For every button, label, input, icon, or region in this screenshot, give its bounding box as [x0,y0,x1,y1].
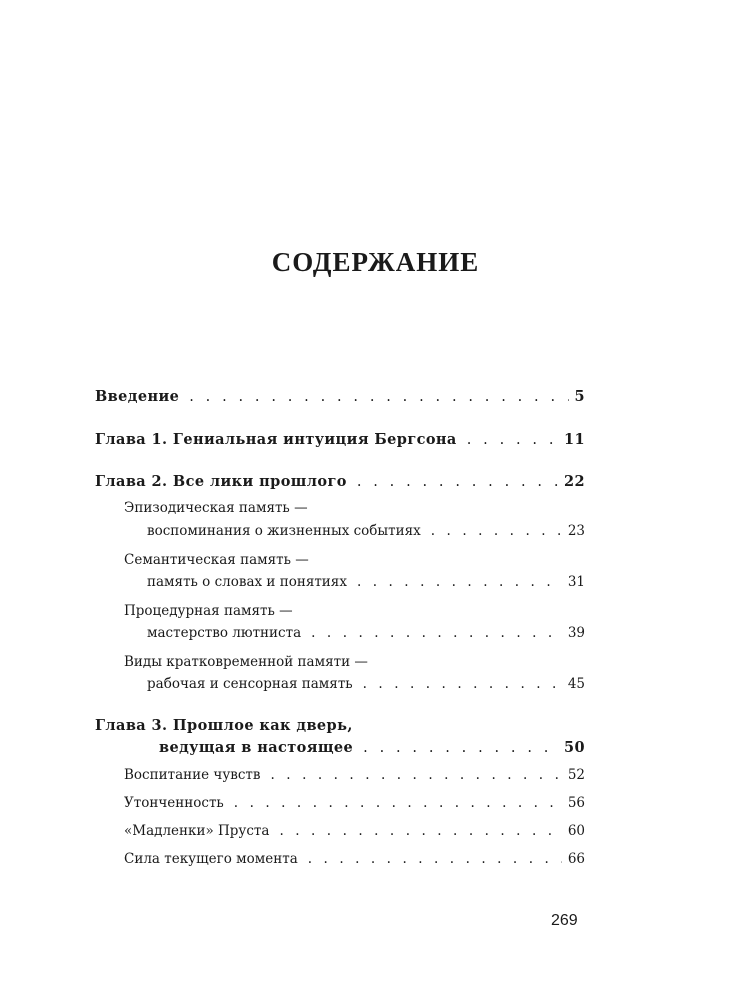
toc-page-number: 22 [564,473,585,490]
toc-subentry [124,794,585,812]
toc-subentry [147,573,585,591]
toc-entry-label: Воспитание чувств [124,767,261,783]
toc-entry-label: рабочая и сенсорная память [147,676,353,692]
toc-entry-chapter-3 [159,739,585,757]
dot-leader [357,473,558,491]
dot-leader [363,675,562,693]
toc-subentry [124,766,585,784]
page-title: СОДЕРЖАНИЕ [271,247,480,277]
toc-page-number: 23 [567,523,585,539]
dot-leader [189,388,568,406]
toc-page-number: 56 [567,795,585,811]
dot-leader [279,822,561,840]
dot-leader [308,850,562,868]
dot-leader [363,739,558,757]
toc-subentry-first-line: Виды кратковременной памяти — [124,654,368,670]
toc-page-number: 50 [564,739,585,756]
toc-subentry [147,522,585,540]
toc-entry-label: мастерство лютниста [147,625,302,641]
toc-entry-label: память о словах и понятиях [147,574,347,590]
toc-entry-chapter-1 [95,431,585,449]
dot-leader [311,624,562,642]
toc-page-number: 31 [567,574,585,590]
toc-entry-label: Глава 2. Все лики прошлого [95,473,347,490]
page-number: 269 [551,912,578,929]
toc-entry-label: Утонченность [124,795,224,811]
toc-entry-label: Сила текущего момента [124,851,298,867]
toc-subentry-first-line: Эпизодическая память — [124,500,308,516]
toc-subentry [147,624,585,642]
dot-leader [467,431,558,449]
toc-page-number: 45 [567,676,585,692]
toc-subentry [124,822,585,840]
toc-entry-chapter-2 [95,473,585,491]
toc-subentry [147,675,585,693]
toc-entry-label: Введение [95,388,180,405]
toc-page-number: 39 [567,625,585,641]
toc-entry-label: воспоминания о жизненных событиях [147,523,421,539]
dot-leader [234,794,562,812]
toc-subentry-first-line: Процедурная память — [124,603,293,619]
dot-leader [271,766,562,784]
toc-page-number: 66 [567,851,585,867]
toc-chapter-3-first-line: Глава 3. Прошлое как дверь, [95,717,353,734]
table-of-contents [95,0,585,1001]
toc-page-number: 11 [564,431,585,448]
toc-page-number: 5 [574,388,585,405]
toc-subentry-first-line: Семантическая память — [124,552,309,568]
toc-page-number: 52 [567,767,585,783]
toc-entry-intro [95,388,585,406]
dot-leader [357,573,562,591]
toc-entry-label: ведущая в настоящее [159,739,354,756]
toc-entry-label: Глава 1. Гениальная интуиция Бергсона [95,431,457,448]
dot-leader [431,522,562,540]
toc-entry-label: «Мадленки» Пруста [124,823,270,839]
toc-page-number: 60 [567,823,585,839]
toc-subentry [124,850,585,868]
